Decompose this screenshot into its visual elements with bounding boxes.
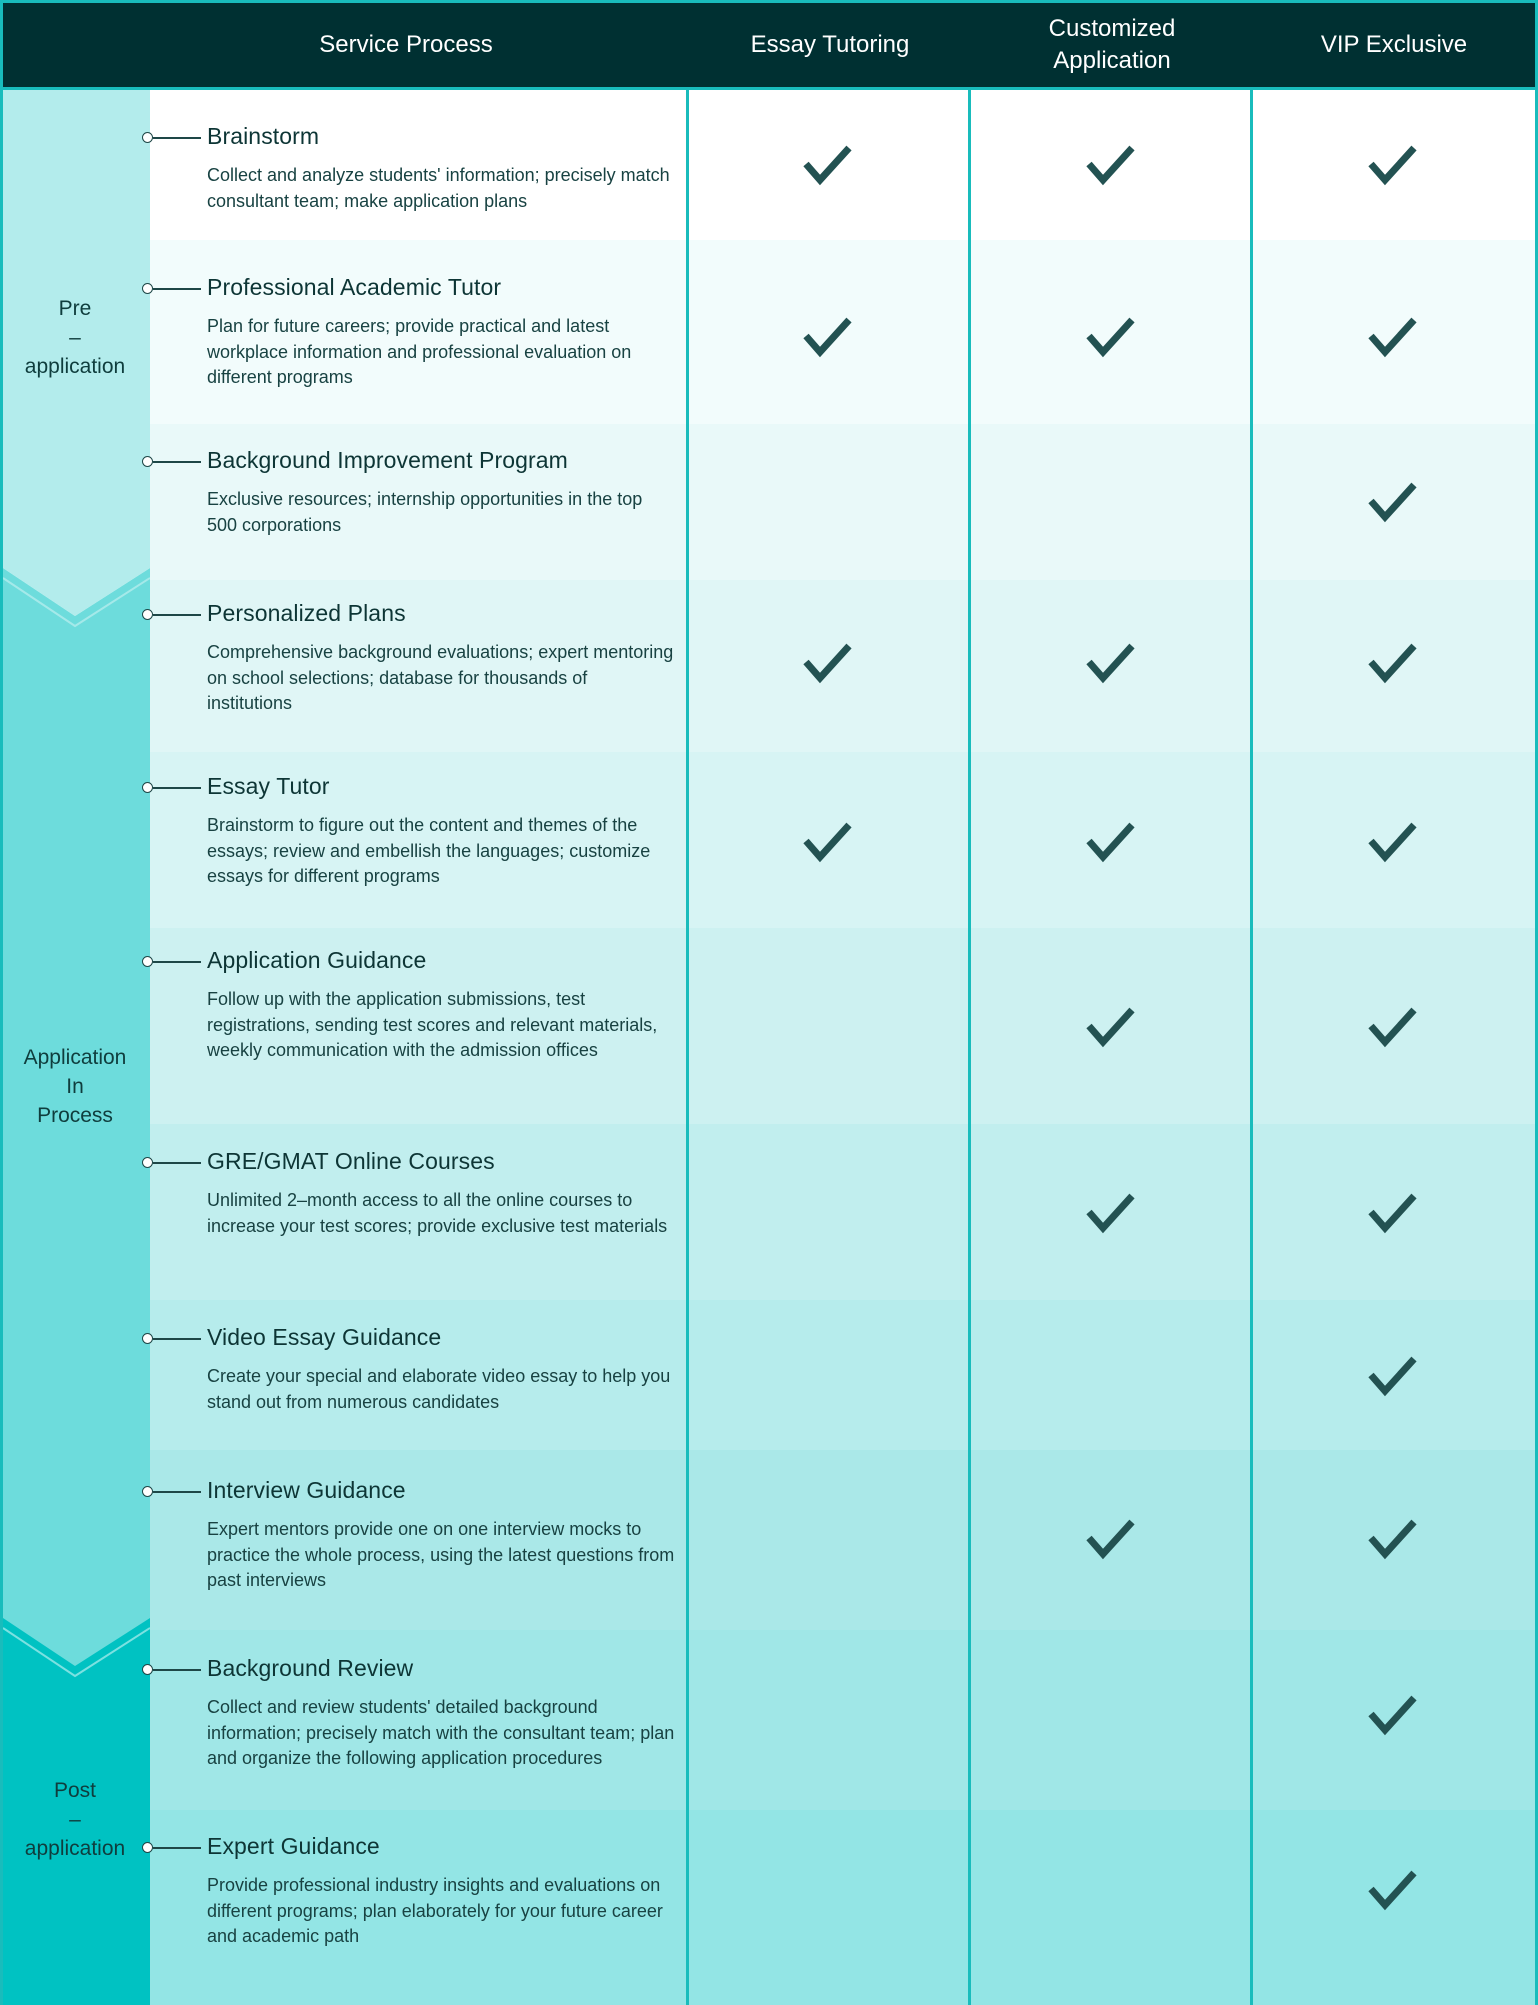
service-description: Brainstorm to figure out the content and themes of the essays; review and embellish the languages; customize essays for different programs [207,815,651,886]
service-description: Plan for future careers; provide practical and latest workplace information and professional evaluation on different programs [207,316,632,387]
phase-label-in: Application In Process [23,1046,127,1127]
service-title: Professional Academic Tutor [207,274,502,300]
service-title: Brainstorm [207,123,320,149]
service-description: Exclusive resources; internship opportunities in the top 500 corporations [207,489,643,535]
phase-label-pre: Pre – application [24,297,126,378]
header-customized-application: Customized Application [1048,15,1176,74]
service-description: Expert mentors provide one on one interview mocks to practice the whole process, using the latest questions from past interviews [207,1519,675,1590]
service-title: Expert Guidance [207,1833,380,1859]
header-vip-exclusive: VIP Exclusive [1320,31,1468,58]
service-title: Background Improvement Program [207,447,568,473]
service-description: Comprehensive background evaluations; expert mentoring on school selections; database for thousands of institutions [207,642,674,713]
service-title: Personalized Plans [207,600,406,626]
header-essay-tutoring: Essay Tutoring [750,31,910,58]
header-service-process: Service Process [319,31,493,58]
phase-label-post: Post – application [24,1779,126,1860]
service-description: Create your special and elaborate video essay to help you stand out from numerous candidates [207,1366,671,1412]
service-description: Collect and review students' detailed background information; precisely match with the consultant team; plan and organize the following application procedures [207,1697,675,1768]
service-title: Video Essay Guidance [207,1324,442,1350]
service-description: Provide professional industry insights and evaluations on different programs; plan elaborately for your future career and academic path [207,1875,663,1946]
service-title: Interview Guidance [207,1477,406,1503]
service-title: Application Guidance [207,947,427,973]
service-description: Collect and analyze students' information; precisely match consultant team; make application plans [207,165,670,211]
service-title: Essay Tutor [207,773,330,799]
table-header [3,3,1535,87]
service-title: GRE/GMAT Online Courses [207,1148,495,1174]
header-divider [0,87,1538,90]
service-description: Follow up with the application submissions, test registrations, sending test scores and relevant materials, weekly communication with the admission offices [207,989,658,1060]
service-title: Background Review [207,1655,414,1681]
service-description: Unlimited 2–month access to all the online courses to increase your test scores; provide exclusive test materials [207,1190,668,1236]
